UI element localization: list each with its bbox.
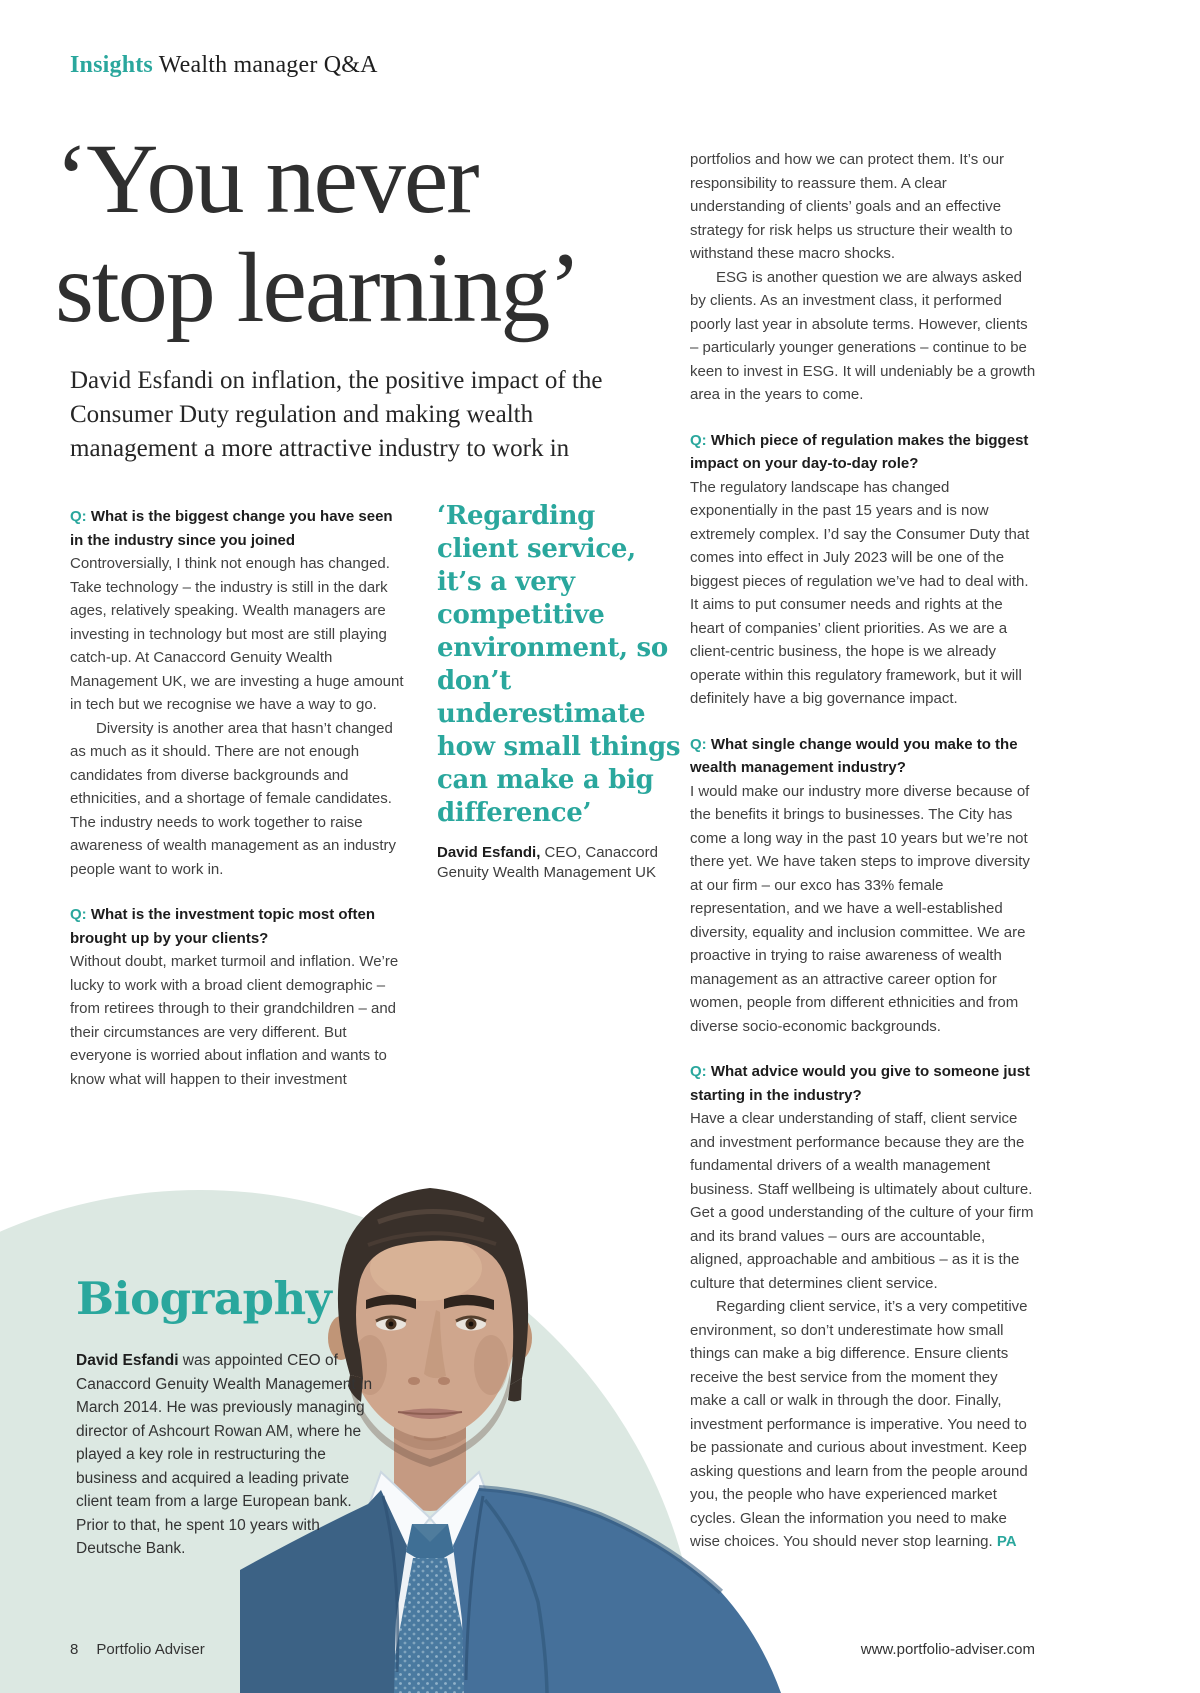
biography-name: David Esfandi xyxy=(76,1352,179,1369)
continuation-p2: ESG is another question we are always asked by clients. As an investment class, it performed poorly last year in absolute terms. However, clients – particularly younger generations – continue to be keen to invest in ESG. It will undeniably be a growth area in the years to come. xyxy=(690,268,1036,403)
page-number: 8 xyxy=(70,1641,79,1658)
answer-3-p1: The regulatory landscape has changed exponentially in the past 15 years and is now extremely complex. I’d say the Consumer Duty that comes into effect in July 2023 will be one of the biggest pieces of regulation we’ve had to deal with. It aims to put consumer needs and rights at the heart of companies’ client priorities. As we are a client-centric business, the hope is we already operate within this regulatory framework, but it will definitely have a big governance impact. xyxy=(690,478,1030,707)
answer-4-p1: I would make our industry more diverse because of the benefits it brings to businesses. The City has come a long way in the past 10 years but we’re not there yet. We have taken steps to improve diversity at our firm – our exco has 33% female representation, and we have a well-established diversity, equality and inclusion committee. We are proactive in trying to raise awareness of wealth management as an attractive career option for women, people from different ethnicities and from diverse socio-economic backgrounds. xyxy=(690,782,1030,1035)
q-prefix-icon: Q: xyxy=(690,1063,707,1080)
question-5 xyxy=(690,1060,1036,1107)
q-prefix-icon: Q: xyxy=(690,431,707,449)
footer-left xyxy=(70,1641,205,1658)
headline-line2: stop learning’ xyxy=(55,232,580,343)
pull-quote xyxy=(437,500,683,883)
answer-2-p1: Without doubt, market turmoil and inflation. We’re lucky to work with a broad client demographic – from retirees through to their grandchildren – and their circumstances are very different. But everyone is worried about inflation and wants to know what will happen to their investment xyxy=(70,953,399,1088)
question-1 xyxy=(70,505,404,552)
answer-1-p2: Diversity is another area that hasn’t changed as much as it should. There are not enough candidates from diverse backgrounds and ethnicities, and a shortage of female candidates. The industry needs to work together to raise awareness of wealth management as an industry people want to work in. xyxy=(70,719,397,878)
q-prefix-icon: Q: xyxy=(70,508,87,525)
pull-quote-attribution xyxy=(437,843,683,883)
end-mark: PA xyxy=(996,1533,1017,1550)
headline-line1: ‘You never xyxy=(55,123,478,234)
headline xyxy=(55,124,580,342)
left-column xyxy=(70,505,404,1091)
qa-block-1 xyxy=(70,505,404,881)
question-5-text: What advice would you give to someone just starting in the industry? xyxy=(690,1063,1031,1104)
qa-block-3 xyxy=(690,429,1036,711)
footer-website: www.portfolio-adviser.com xyxy=(860,1641,1035,1658)
biography-body: was appointed CEO of Canaccord Genuity Wealth Management in March 2014. He was previously managing director of Ashcourt Rowan AM, where he played a key role in restructuring the business and acquired a leading private client team from a large European bank. Prior to that, he spent 10 years with Deutsche Bank. xyxy=(76,1352,373,1557)
pull-quote-attribution-name: David Esfandi, xyxy=(437,844,541,861)
kicker-text: Wealth manager Q&A xyxy=(152,52,378,78)
answer-5-p2-text: Regarding client service, it’s a very competitive environment, so don’t underestimate how small things can make a big difference. Ensure clients receive the best service from the moment they make a call or walk in through the door. Finally, investment performance is imperative. You need to be passionate and curious about investment. Keep asking questions and learn from the people around you, the people who have experienced market cycles. Glean the information you need to make wise choices. You should never stop learning. xyxy=(690,1298,1028,1550)
biography-panel xyxy=(76,1272,378,1561)
question-3-text: Which piece of regulation makes the biggest impact on your day-to-day role? xyxy=(690,431,1029,472)
standfirst: David Esfandi on inflation, the positive impact of the Consumer Duty regulation and making wealth management a more attractive industry to work in xyxy=(70,367,603,462)
continuation-p1: portfolios and how we can protect them. It’s our responsibility to reassure them. A clear understanding of clients’ goals and an effective strategy for risk helps us structure their wealth to withstand these macro shocks. xyxy=(690,151,1013,262)
biography-heading: Biography xyxy=(76,1272,332,1325)
qa-block-4 xyxy=(690,733,1036,1039)
biography-text xyxy=(76,1349,378,1561)
q-prefix-icon: Q: xyxy=(70,906,87,923)
kicker xyxy=(70,52,378,79)
question-2 xyxy=(70,903,404,950)
qa-block-2 xyxy=(70,903,404,1091)
question-4 xyxy=(690,733,1036,780)
q-prefix-icon: Q: xyxy=(690,735,707,753)
answer-5-p1: Have a clear understanding of staff, client service and investment performance because they are the fundamental drivers of a wealth management business. Staff wellbeing is ultimately about culture. Get a good understanding of the culture of your firm and its brand values – ours are accountable, aligned, approachable and ambitious – as it is the culture that determines client service. xyxy=(690,1110,1034,1292)
question-3 xyxy=(690,429,1036,476)
pull-quote-attribution-role: CEO, Canaccord Genuity Wealth Management UK xyxy=(437,844,658,881)
answer-1-p1: Controversially, I think not enough has changed. Take technology – the industry is still in the dark ages, relatively speaking. Wealth managers are investing in technology but most are still playing catch-up. At Canaccord Genuity Wealth Management UK, we are investing a huge amount in tech but we recognise we have a way to go. xyxy=(70,555,404,713)
publication-name: Portfolio Adviser xyxy=(96,1641,205,1658)
pull-quote-text: ‘Regarding client service, it’s a very competitive environment, so don’t underestimate how small things can make a big difference’ xyxy=(437,501,681,828)
question-2-text: What is the investment topic most often brought up by your clients? xyxy=(70,906,376,947)
question-1-text: What is the biggest change you have seen in the industry since you joined xyxy=(70,508,393,549)
question-4-text: What single change would you make to the wealth management industry? xyxy=(690,735,1018,776)
kicker-section-label: Insights xyxy=(70,52,153,78)
